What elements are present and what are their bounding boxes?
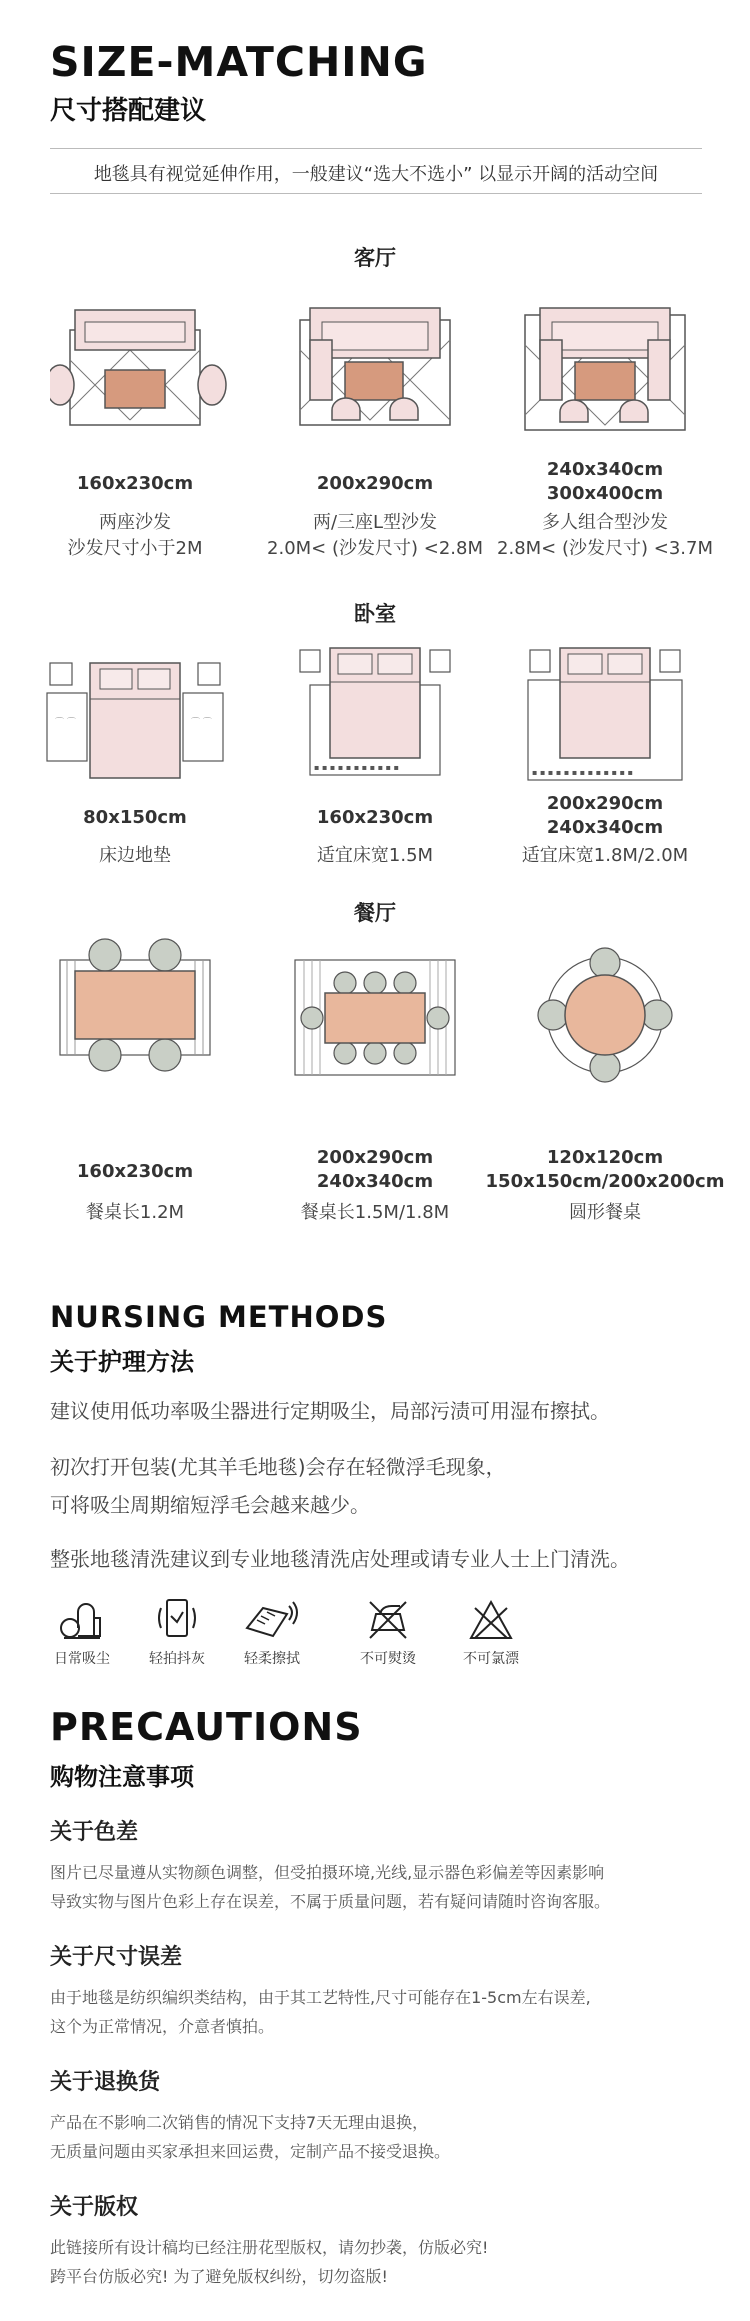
size-matching-title: SIZE-MATCHING <box>50 38 428 86</box>
dining-medium-illustration <box>290 955 460 1085</box>
precautions-subtitle: 购物注意事项 <box>50 1763 194 1791</box>
size-matching-subtitle: 尺寸搭配建议 <box>50 96 207 126</box>
wipe-icon <box>243 1598 301 1642</box>
returns-line-2: 无质量问题由买家承担来回运费，定制产品不接受退换。 <box>50 2142 451 2161</box>
living-desc-1a: 两座沙发 <box>99 512 171 533</box>
dining-size-2b: 240x340cm <box>316 1171 434 1192</box>
color-diff-title: 关于色差 <box>50 1820 139 1845</box>
dining-desc-1: 餐桌长1.2M <box>85 1202 185 1223</box>
divider-top <box>50 148 702 149</box>
living-size-1: 160x230cm <box>76 473 194 494</box>
nursing-paragraph-3: 整张地毯清洗建议到专业地毯清洗店处理或请专业人士上门清洗。 <box>50 1547 630 1571</box>
svg-text:▪ ▪ ▪ ▪ ▪ ▪ ▪ ▪ ▪ ▪ ▪: ▪ ▪ ▪ ▪ ▪ ▪ ▪ ▪ ▪ ▪ ▪ <box>314 763 400 772</box>
copyright-line-2: 跨平台仿版必究! 为了避免版权纠纷，切勿盗版! <box>50 2267 388 2286</box>
no-bleach-icon <box>469 1598 513 1642</box>
pat-label: 轻拍抖灰 <box>149 1651 205 1667</box>
size-error-title: 关于尺寸误差 <box>50 1945 183 1970</box>
dining-size-3a: 120x120cm <box>546 1147 664 1168</box>
bedroom-desc-1: 床边地垫 <box>99 845 171 866</box>
living-desc-2a: 两/三座L型沙发 <box>312 512 438 533</box>
no-iron-icon <box>366 1598 410 1642</box>
precautions-title: PRECAUTIONS <box>50 1705 363 1749</box>
nursing-paragraph-1: 建议使用低功率吸尘器进行定期吸尘，局部污渍可用湿布擦拭。 <box>50 1399 610 1423</box>
dining-size-1: 160x230cm <box>76 1161 194 1182</box>
living-size-2: 200x290cm <box>316 473 434 494</box>
vacuum-label: 日常吸尘 <box>54 1651 110 1667</box>
copyright-title: 关于版权 <box>50 2195 139 2220</box>
dining-size-3b: 150x150cm/200x200cm <box>485 1171 725 1192</box>
bedroom-desc-3: 适宜床宽1.8M/2.0M <box>521 845 689 866</box>
living-desc-3b: 2.8M< (沙发尺寸) <3.7M <box>497 538 713 559</box>
dining-heading: 餐厅 <box>354 901 396 925</box>
living-size-3b: 300x400cm <box>546 483 664 504</box>
size-error-line-1: 由于地毯是纺织编织类结构，由于其工艺特性,尺寸可能存在1-5cm左右误差, <box>50 1988 591 2007</box>
returns-line-1: 产品在不影响二次销售的情况下支持7天无理由退换， <box>50 2113 429 2132</box>
living-room-large-illustration <box>520 300 690 445</box>
bedroom-medium-illustration <box>290 640 460 785</box>
size-error-line-2: 这个为正常情况，介意者慎拍。 <box>50 2017 275 2036</box>
no-bleach-label: 不可氯漂 <box>463 1651 519 1667</box>
no-iron-label: 不可熨烫 <box>360 1651 416 1667</box>
dining-round-illustration <box>535 945 675 1085</box>
color-diff-line-2: 导致实物与图片色彩上存在误差，不属于质量问题，若有疑问请随时咨询客服。 <box>50 1892 611 1911</box>
color-diff-line-1: 图片已尽量遵从实物颜色调整，但受拍摄环境,光线,显示器色彩偏差等因素影响 <box>50 1863 605 1882</box>
svg-text:⌒ ⌒: ⌒ ⌒ <box>191 718 212 728</box>
living-desc-1b: 沙发尺寸小于2M <box>67 538 203 559</box>
bedroom-size-3a: 200x290cm <box>546 793 664 814</box>
living-room-small-illustration <box>50 300 230 430</box>
vacuum-icon <box>58 1598 106 1642</box>
copyright-line-1: 此链接所有设计稿均已经注册花型版权，请勿抄袭，仿版必究! <box>50 2238 489 2257</box>
living-room-heading: 客厅 <box>354 246 396 270</box>
bedroom-large-illustration <box>520 640 690 785</box>
intro-text: 地毯具有视觉延伸作用，一般建议“选大不选小” 以显示开阔的活动空间 <box>93 164 659 185</box>
living-desc-2b: 2.0M< (沙发尺寸) <2.8M <box>267 538 483 559</box>
bedroom-heading: 卧室 <box>354 602 396 626</box>
bedroom-desc-2: 适宜床宽1.5M <box>316 845 434 866</box>
dining-desc-2: 餐桌长1.5M/1.8M <box>300 1202 450 1223</box>
living-size-3a: 240x340cm <box>546 459 664 480</box>
nursing-title: NURSING METHODS <box>50 1300 388 1334</box>
living-room-medium-illustration <box>290 300 460 440</box>
wipe-label: 轻柔擦拭 <box>244 1651 300 1667</box>
dining-small-illustration <box>55 935 215 1075</box>
divider-bottom <box>50 193 702 194</box>
nursing-paragraph-2b: 可将吸尘周期缩短浮毛会越来越少。 <box>50 1493 370 1517</box>
bedroom-size-1: 80x150cm <box>83 807 187 828</box>
returns-title: 关于退换货 <box>50 2070 161 2095</box>
nursing-paragraph-2a: 初次打开包装(尤其羊毛地毯)会存在轻微浮毛现象， <box>50 1455 506 1479</box>
dining-size-2a: 200x290cm <box>316 1147 434 1168</box>
svg-text:▪ ▪ ▪ ▪ ▪ ▪ ▪ ▪ ▪ ▪ ▪ ▪ ▪: ▪ ▪ ▪ ▪ ▪ ▪ ▪ ▪ ▪ ▪ ▪ ▪ ▪ <box>532 768 633 777</box>
bedroom-size-2: 160x230cm <box>316 807 434 828</box>
bedroom-size-3b: 240x340cm <box>546 817 664 838</box>
living-desc-3a: 多人组合型沙发 <box>542 512 668 533</box>
bedroom-small-illustration <box>45 655 225 785</box>
pat-icon <box>155 1596 199 1642</box>
dining-desc-3: 圆形餐桌 <box>569 1202 641 1223</box>
svg-text:⌒ ⌒: ⌒ ⌒ <box>55 718 76 728</box>
nursing-subtitle: 关于护理方法 <box>50 1348 194 1376</box>
